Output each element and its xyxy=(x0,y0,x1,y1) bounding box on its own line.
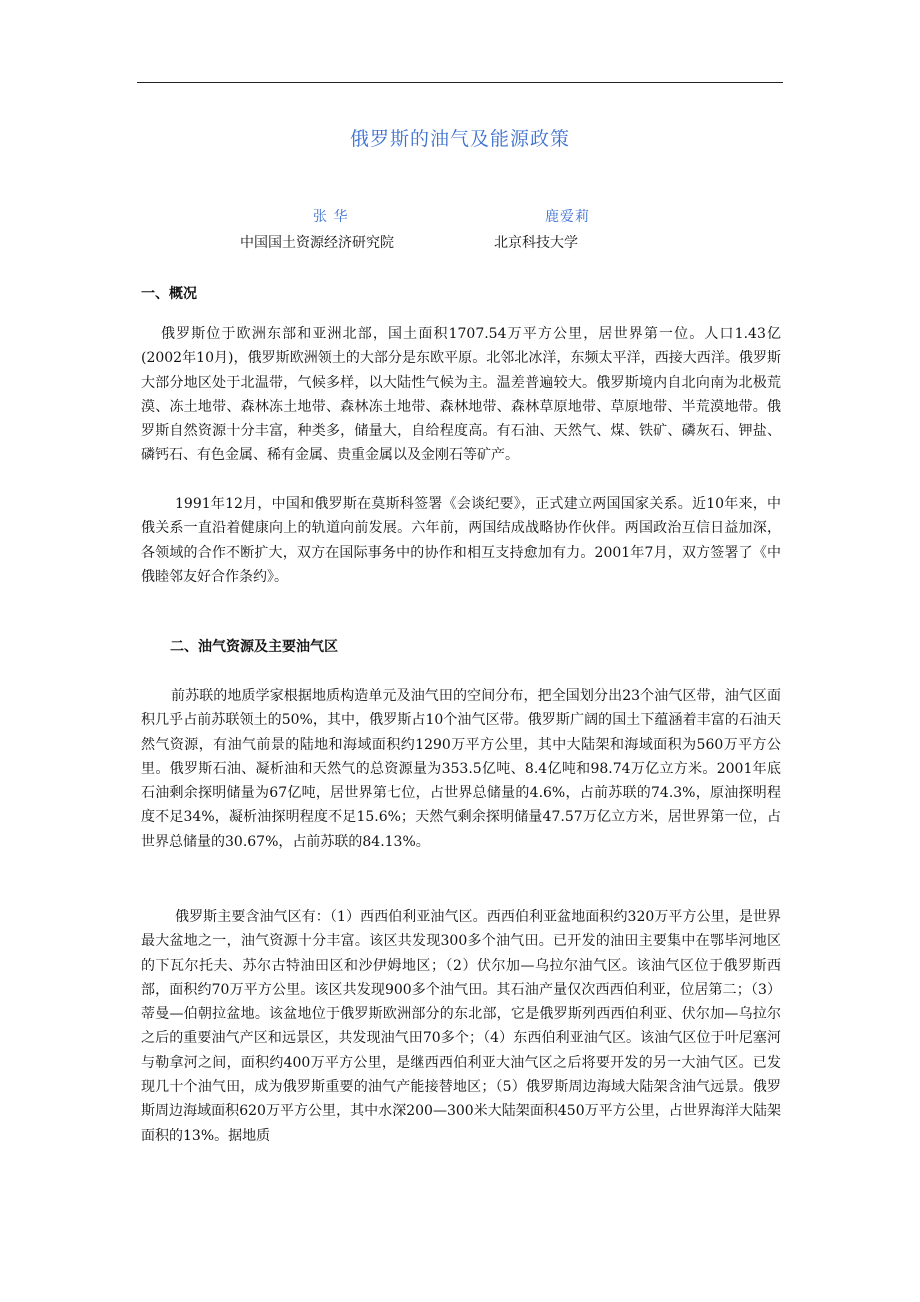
author-name-1: 张 华 xyxy=(313,209,349,225)
paragraph: 1991年12月，中国和俄罗斯在莫斯科签署《会谈纪要》，正式建立两国国家关系。近10年来，中俄关系一直沿着健康向上的轨道向前发展。六年前，两国结成战略协作伙伴。两国政治互信日益加深，各领域的合作不断扩大，双方在国际事务中的协作和相互支持愈加有力。2001年7月，双方签署了《中俄睦邻友好合作条约》。 xyxy=(141,496,781,585)
author-name-2: 鹿爱莉 xyxy=(545,209,590,225)
section-heading-2: 二、油气资源及主要油气区 xyxy=(170,639,338,655)
document-title: 俄罗斯的油气及能源政策 xyxy=(349,128,570,150)
paragraph: 前苏联的地质学家根据地质构造单元及油气田的空间分布，把全国划分出23个油气区带，油气区面积几乎占前苏联领土的50%，其中，俄罗斯占10个油气区带。俄罗斯广阔的国土下蕴涵着丰富的石油天然气资源，有油气前景的陆地和海域面积约1290万平方公里，其中大陆架和海域面积为560万平方公里。俄罗斯石油、凝析油和天然气的总资源量为353.5亿吨、8.4亿吨和98.74万亿立方米。2001年底石油剩余探明储量为67亿吨，居世界第七位，占世界总储量的4.6%，占前苏联的74.3%，原油探明程度不足34%，凝析油探明程度不足15.6%；天然气剩余探明储量47.57万亿立方米，居世界第一位，占世界总储量的30.67%，占前苏联的84.13%。 xyxy=(141,688,781,850)
author-affiliation-2: 北京科技大学 xyxy=(494,235,578,251)
header-rule xyxy=(137,82,783,83)
paragraph: 俄罗斯位于欧洲东部和亚洲北部，国土面积1707.54万平方公里，居世界第一位。人口1.43亿(2002年10月)，俄罗斯欧洲领土的大部分是东欧平原。北邻北冰洋，东频太平洋，西接大西洋。俄罗斯大部分地区处于北温带，气候多样，以大陆性气候为主。温差普遍较大。俄罗斯境内自北向南为北极荒漠、冻土地带、森林冻土地带、森林冻土地带、森林地带、森林草原地带、草原地带、半荒漠地带。俄罗斯自然资源十分丰富，种类多，储量大，自给程度高。有石油、天然气、煤、铁矿、磷灰石、钾盐、磷钙石、有色金属、稀有金属、贵重金属以及金刚石等矿产。 xyxy=(141,326,781,464)
paragraph: 俄罗斯主要含油气区有：（1）西西伯利亚油气区。西西伯利亚盆地面积约320万平方公里，是世界最大盆地之一，油气资源十分丰富。该区共发现300多个油气田。已开发的油田主要集中在鄂毕河地区的下瓦尔托夫、苏尔古特油田区和沙伊姆地区；（2）伏尔加—乌拉尔油气区。该油气区位于俄罗斯西部，面积约70万平方公里。该区共发现900多个油气田。其石油产量仅次西西伯利亚，位居第二；（3）蒂曼—伯朝拉盆地。该盆地位于俄罗斯欧洲部分的东北部，它是俄罗斯列西西伯利亚、伏尔加—乌拉尔之后的重要油气产区和远景区，共发现油气田70多个；（4）东西伯利亚油气区。该油气区位于叶尼塞河与勒拿河之间，面积约400万平方公里，是继西西伯利亚大油气区之后将要开发的另一大油气区。已发现几十个油气田，成为俄罗斯重要的油气产能接替地区；（5）俄罗斯周边海域大陆架含油气远景。俄罗斯周边海域面积620万平方公里，其中水深200—300米大陆架面积450万平方公里，占世界海洋大陆架面积的13%。据地质 xyxy=(141,909,781,1144)
section-heading-1: 一、概况 xyxy=(141,286,197,302)
author-affiliation-1: 中国国土资源经济研究院 xyxy=(240,235,394,251)
